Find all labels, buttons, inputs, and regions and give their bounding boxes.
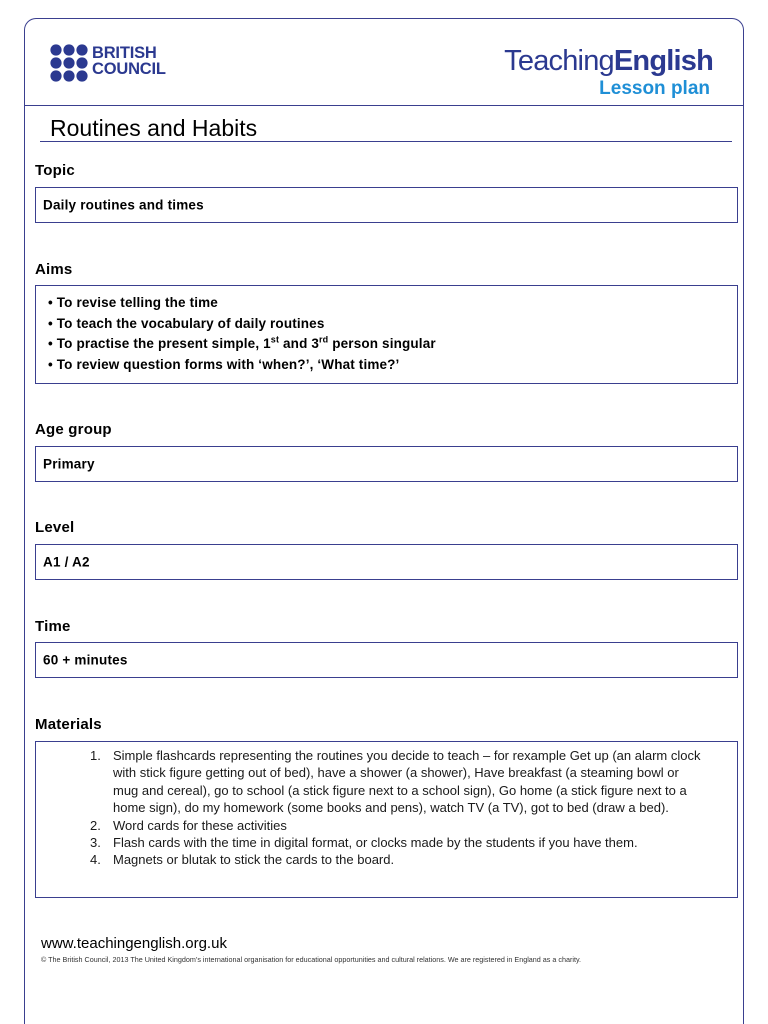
time-value: 60 + minutes	[43, 652, 128, 668]
material-item	[36, 851, 707, 868]
material-number: 3.	[90, 835, 101, 851]
material-number: 1.	[90, 748, 101, 763]
material-item	[36, 817, 707, 834]
aim-item-text: and 3	[279, 336, 320, 351]
british-council-logo	[50, 44, 175, 82]
aim-item: • To review question forms with ‘when?’, ‘What time?’	[48, 355, 737, 376]
material-item	[36, 747, 707, 817]
material-text: Simple flashcards representing the routines you decide to teach – for rexample Get up (an alarm clock with stick figure getting out of bed), have a shower (a shower), Have breakfast (a steaming bowl or mug and cereal), go to school (a stick figure next to a school sign), Go home (a stick figure next to a home sign), do my homework (some books and pens), watch TV (a TV), got to bed (draw a bed).	[113, 748, 701, 816]
time-label: Time	[35, 618, 71, 635]
age-group-label: Age group	[35, 421, 112, 438]
footer-url-link[interactable]: www.teachingenglish.org.uk	[41, 935, 227, 952]
aim-item: • To revise telling the time	[48, 293, 737, 314]
material-text: Magnets or blutak to stick the cards to the board.	[113, 852, 395, 868]
aims-box	[35, 285, 738, 384]
teaching-wordmark-part: Teaching	[504, 45, 614, 77]
aims-list	[36, 286, 737, 375]
time-box	[35, 642, 738, 678]
material-text: Flash cards with the time in digital format, or clocks made by the students if you have them.	[113, 835, 638, 851]
footer-copyright: © The British Council, 2013 The United Kingdom’s international organisation for educational opportunities and cultural relations. We are registered in England as a charity.	[41, 955, 582, 964]
british-council-dots-icon	[50, 44, 88, 82]
material-number: 2.	[90, 817, 101, 833]
material-number: 4.	[90, 852, 101, 868]
topic-value: Daily routines and times	[43, 197, 204, 213]
aim-item	[48, 334, 737, 355]
british-council-wordmark	[92, 45, 166, 77]
page-title: Routines and Habits	[50, 115, 258, 141]
aim-superscript: st	[270, 334, 280, 345]
teaching-english-logo	[504, 44, 713, 100]
british-council-line2: COUNCIL	[92, 60, 166, 78]
aim-item-text: person singular	[328, 336, 436, 351]
aim-superscript: rd	[319, 334, 329, 345]
aim-item-text: To practise the present simple, 1	[56, 336, 271, 351]
materials-box	[35, 741, 738, 898]
header-divider	[25, 105, 743, 106]
level-value: A1 / A2	[43, 554, 90, 570]
materials-list	[36, 742, 737, 869]
english-wordmark-part: English	[613, 45, 713, 77]
aim-item: • To teach the vocabulary of daily routines	[48, 314, 737, 335]
material-item	[36, 834, 707, 851]
title-underline	[40, 141, 732, 142]
topic-label: Topic	[35, 162, 75, 179]
materials-label: Materials	[35, 716, 102, 733]
level-box	[35, 544, 738, 580]
age-group-value: Primary	[43, 456, 95, 472]
level-label: Level	[35, 519, 75, 536]
topic-box	[35, 187, 738, 223]
teaching-english-wordmark	[504, 44, 713, 78]
lesson-plan-subtitle: Lesson plan	[599, 78, 710, 99]
material-text: Word cards for these activities	[113, 817, 287, 833]
british-council-line1: BRITISH	[92, 44, 157, 62]
aims-label: Aims	[35, 261, 73, 278]
age-group-box	[35, 446, 738, 482]
